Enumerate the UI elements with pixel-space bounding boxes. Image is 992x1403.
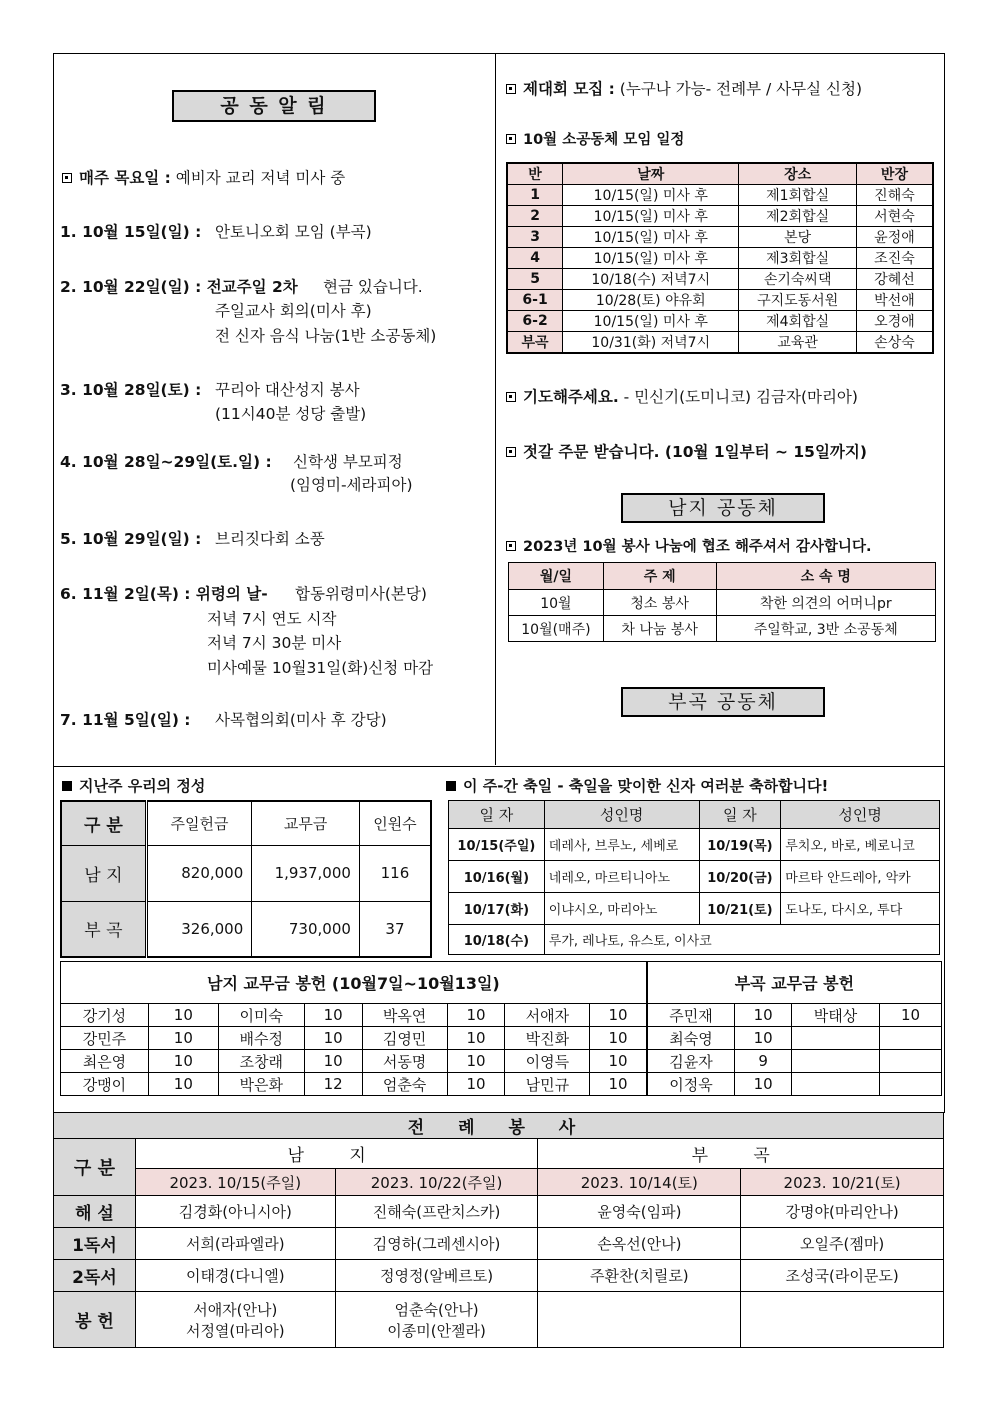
notice-5-head: 5. 10월 29일(일) :: [60, 530, 202, 548]
feast-table: [448, 800, 940, 955]
notice-6-line: 미사예물 10월31일(화)신청 마감: [207, 659, 434, 677]
notice-4-line: 신학생 부모피정: [293, 453, 403, 471]
square-bullet-icon: [62, 173, 72, 183]
square-bullet-icon: [506, 447, 516, 457]
gyomu-table: [60, 961, 942, 1096]
table-row: 10월 청소 봉사 착한 의견의 어머니pr: [509, 590, 936, 616]
offer-cell: 서애자(안나) 서정열(마리아): [135, 1292, 335, 1348]
table-row: 최은영 10 조창래 10 서동명 10 이영득 10 김윤자 9: [61, 1050, 942, 1073]
namji-title: 남지 공동체: [621, 493, 825, 523]
notice-title: 공 동 알 림: [172, 90, 376, 122]
prayer-notice: 기도해주세요. - 민신기(도미니코) 김금자(마리아): [506, 385, 858, 407]
notice-6-head: 6. 11월 2일(목) : 위령의 날-: [60, 585, 268, 603]
liturgy-dates-row: 2023. 10/15(주일) 2023. 10/22(주일) 2023. 10/14(토) 2023. 10/21(토): [54, 1169, 944, 1196]
table-row: 해 설 김경화(아니시아) 진해숙(프란치스카) 윤영숙(임파) 강명야(마리안나): [54, 1196, 944, 1228]
notice-3-head: 3. 10월 28일(토) :: [60, 381, 202, 399]
offering-title: 지난주 우리의 정성: [62, 775, 205, 796]
table-row: 부 곡 326,000 730,000 37: [61, 901, 431, 957]
square-bullet-icon: [506, 84, 516, 94]
table-header-row: 일 자 성인명 일 자 성인명: [449, 801, 940, 829]
notice-2-line: 주일교사 회의(미사 후): [215, 302, 372, 320]
table-row: 3 10/15(일) 미사 후 본당 윤정애: [507, 227, 933, 248]
table-row: 강기성 10 이미숙 10 박옥연 10 서애자 10 주민재 10 박태상 10: [61, 1004, 942, 1027]
notice-6-line: 저녁 7시 30분 미사: [207, 634, 342, 652]
notice-7-head: 7. 11월 5일(일) :: [60, 711, 191, 729]
filled-square-icon: [446, 781, 456, 791]
feast-title: 이 주-간 축일 - 축일을 맞이한 신자 여러분 축하합니다!: [446, 775, 828, 796]
table-row: 10/17(화) 이냐시오, 마리아노 10/21(토) 도나도, 다시오, 투다: [449, 893, 940, 925]
table-row: 강맹이 10 박은화 12 엄춘숙 10 남민규 10 이정욱 10: [61, 1073, 942, 1096]
weekly-notice: 매주 목요일 : 예비자 교리 저녁 미사 중: [62, 166, 345, 188]
table-header-row: 월/일 주 제 소 속 명: [509, 563, 936, 590]
column-divider: [495, 53, 496, 765]
table-row: 4 10/15(일) 미사 후 제3회합실 조진숙: [507, 248, 933, 269]
table-row: 부곡 10/31(화) 저녁7시 교육관 손상숙: [507, 332, 933, 354]
notice-6-line: 합동위령미사(본당): [295, 585, 427, 603]
small-comm-table: [506, 162, 934, 354]
offer-cell: 엄춘숙(안나) 이종미(안젤라): [335, 1292, 538, 1348]
table-row: 강민주 10 배수정 10 김영민 10 박진화 10 최숙영 10: [61, 1027, 942, 1050]
table-row: 10/16(월) 네레오, 마르티니아노 10/20(금) 마르타 안드레아, 악카: [449, 861, 940, 893]
notice-1-head: 1. 10월 15일(일) :: [60, 223, 202, 241]
offering-table: [60, 800, 432, 958]
notice-7-line: 사목협의회(미사 후 강당): [215, 711, 387, 729]
notice-2-line: 현금 있습니다.: [323, 278, 423, 296]
table-row: 남 지 820,000 1,937,000 116: [61, 845, 431, 901]
jeotgal-notice: 젓갈 주문 받습니다. (10월 1일부터 ~ 15일까지): [506, 440, 867, 462]
square-bullet-icon: [506, 134, 516, 144]
table-row: 6-1 10/28(토) 야유회 구지도동서원 박선애: [507, 290, 933, 311]
notice-4-head: 4. 10월 28일~29일(토.일) :: [60, 453, 272, 471]
col-header: 날짜: [563, 163, 739, 185]
namji-thanks: 2023년 10월 봉사 나눔에 협조 해주셔서 감사합니다.: [506, 535, 871, 556]
top-frame: [53, 53, 945, 767]
notice-6-line: 저녁 7시 연도 시작: [207, 610, 337, 628]
liturgy-group-row: 구 분 남 지 부 곡: [54, 1139, 944, 1169]
table-header-row: [507, 163, 933, 185]
filled-square-icon: [62, 781, 72, 791]
notice-3-line: 꾸리아 대산성지 봉사: [215, 381, 360, 399]
table-header-row: 구 분 주일헌금 교무금 인원수: [61, 801, 431, 845]
table-row: 10/18(수) 루가, 레나토, 유스토, 이사코: [449, 925, 940, 955]
namji-service-table: [508, 562, 936, 642]
recruit-notice: 제대회 모집 : (누구나 가능- 전례부 / 사무실 신청): [506, 77, 862, 99]
notice-3-line: (11시40분 성당 출발): [215, 405, 367, 423]
liturgy-table: [53, 1112, 944, 1348]
table-row: 2 10/15(일) 미사 후 제2회합실 서현숙: [507, 206, 933, 227]
table-row: 10월(매주) 차 나눔 봉사 주일학교, 3반 소공동체: [509, 616, 936, 642]
small-comm-title: 10월 소공동체 모임 일정: [506, 128, 684, 149]
table-row: 6-2 10/15(일) 미사 후 제4회합실 오경애: [507, 311, 933, 332]
notice-2-head: 2. 10월 22일(일) : 전교주일 2차: [60, 278, 298, 296]
table-row: 10/15(주일) 데레사, 브루노, 세베로 10/19(목) 루치오, 바로, 베로니코: [449, 829, 940, 861]
table-row: 5 10/18(수) 저녁7시 손기숙씨댁 강혜선: [507, 269, 933, 290]
col-header: 반: [507, 163, 563, 185]
liturgy-title-row: 전 례 봉 사: [54, 1113, 944, 1139]
square-bullet-icon: [506, 541, 516, 551]
notice-2-line: 전 신자 음식 나눔(1반 소공동체): [215, 327, 437, 345]
square-bullet-icon: [506, 392, 516, 402]
table-header-row: 남지 교무금 봉헌 (10월7일~10월13일) 부곡 교무금 봉헌: [61, 962, 942, 1004]
col-header: 장소: [739, 163, 857, 185]
table-row: 1 10/15(일) 미사 후 제1회합실 진해숙: [507, 185, 933, 206]
bugok-title: 부곡 공동체: [621, 687, 825, 717]
notice-4-line: (임영미-세라피아): [290, 476, 413, 494]
table-row: 봉 헌 서애자(안나) 서정열(마리아) 엄춘숙(안나) 이종미(안젤라): [54, 1292, 944, 1348]
table-row: 2독서 이태경(다니엘) 정영정(알베르토) 주환찬(치릴로) 조성국(라이문도): [54, 1260, 944, 1292]
table-row: 1독서 서희(라파엘라) 김영하(그레센시아) 손옥선(안나) 오일주(젬마): [54, 1228, 944, 1260]
notice-1-line: 안토니오회 모임 (부곡): [215, 223, 372, 241]
notice-5-line: 브리짓다회 소풍: [215, 530, 325, 548]
col-header: 반장: [856, 163, 933, 185]
